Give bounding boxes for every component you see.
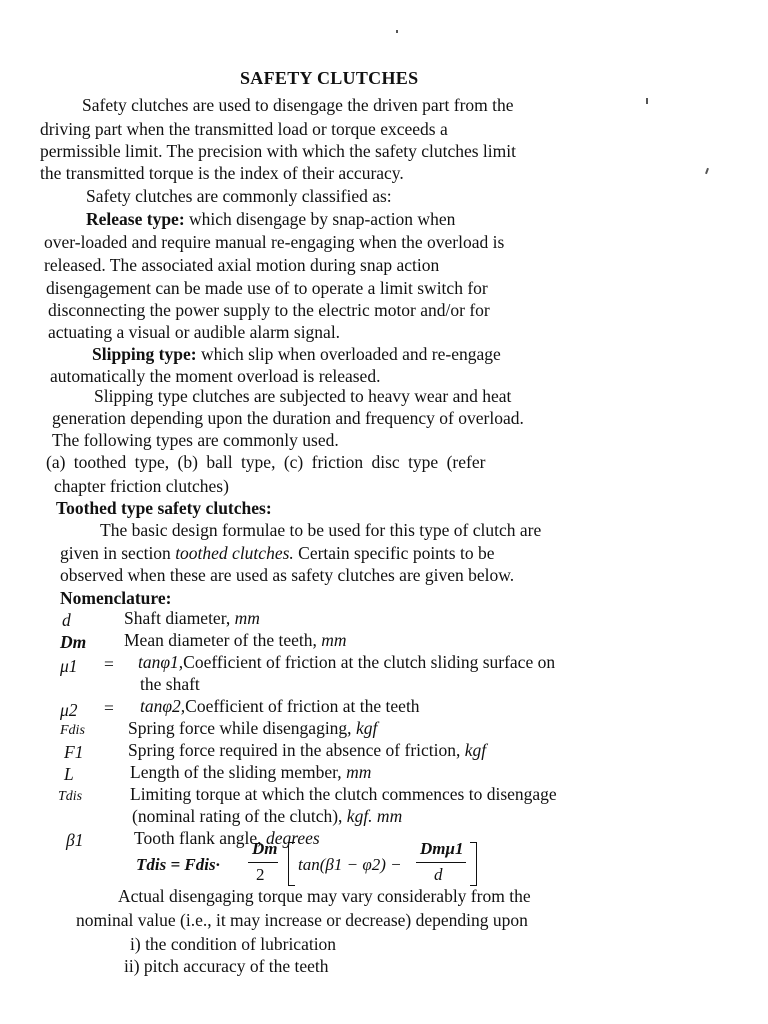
nomenclature-heading: Nomenclature: <box>60 588 172 608</box>
classified-line: Safety clutches are commonly classified as: <box>86 186 392 206</box>
nom-beta1-unit: degrees <box>265 828 320 848</box>
nom-l-line <box>130 762 371 783</box>
nom-d-unit: mm <box>234 608 260 628</box>
release-line-1 <box>86 209 455 230</box>
intro-line-2: driving part when the transmitted load or torque exceeds a <box>40 119 448 139</box>
release-term: Release type: <box>86 209 185 229</box>
nom-dm-desc: Mean diameter of the teeth, <box>124 630 317 650</box>
release-line-2: over-loaded and require manual re-engaging when the overload is <box>44 232 505 252</box>
nom-fdis-desc: Spring force while disengaging, <box>128 718 352 738</box>
slipping-para-line-5: chapter friction clutches) <box>54 476 229 496</box>
nom-mu1-prefix: tanφ1, <box>138 652 184 672</box>
scan-speck <box>396 30 398 33</box>
slipping-line-2: automatically the moment overload is released. <box>50 366 381 386</box>
nom-mu1-cont: the shaft <box>140 674 200 694</box>
page-title: SAFETY CLUTCHES <box>240 68 419 88</box>
symbol-d: d <box>62 610 71 630</box>
toothed-line-2-italic: toothed clutches. <box>175 543 294 563</box>
formula-frac2-den: d <box>434 865 443 884</box>
toothed-line-3: observed when these are used as safety clutches are given below. <box>60 565 515 585</box>
release-line-3: released. The associated axial motion during snap action <box>44 255 440 275</box>
slipping-para-line-1: Slipping type clutches are subjected to heavy wear and heat <box>94 386 512 406</box>
nom-fdis-unit: kgf <box>355 718 378 738</box>
scan-speck <box>705 168 709 174</box>
symbol-mu1: μ1 <box>60 656 78 676</box>
nom-dm-line <box>124 630 347 651</box>
formula-bracket-left <box>288 842 295 886</box>
nom-f1-unit: kgf <box>464 740 487 760</box>
slipping-line-1 <box>92 344 501 365</box>
toothed-line-2-post: Certain specific points to be <box>298 543 495 563</box>
slipping-term: Slipping type: <box>92 344 197 364</box>
nom-mu1-line <box>138 652 555 673</box>
nom-d-desc: Shaft diameter, <box>124 608 231 628</box>
torque-formula <box>136 838 496 888</box>
release-line-6: actuating a visual or audible alarm signal. <box>48 322 341 342</box>
toothed-line-2 <box>60 543 494 564</box>
formula-frac1-num: Dm <box>252 839 278 858</box>
nom-tdis-cont-text: (nominal rating of the clutch), <box>132 806 343 826</box>
nom-f1-line <box>128 740 486 761</box>
nom-f1-desc: Spring force required in the absence of friction, <box>128 740 461 760</box>
nom-beta1-desc: Tooth flank angle, <box>134 828 262 848</box>
intro-line-4: the transmitted torque is the index of their accuracy. <box>40 163 404 183</box>
intro-line-1: Safety clutches are used to disengage the driven part from the <box>82 95 514 115</box>
nom-tdis-unit: kgf. mm <box>346 806 403 826</box>
nom-d-line <box>124 608 260 629</box>
intro-line-3: permissible limit. The precision with which the safety clutches limit <box>40 141 516 161</box>
symbol-l: L <box>64 764 74 784</box>
formula-lhs: Tdis = Fdis· <box>136 855 220 874</box>
toothed-heading: Toothed type safety clutches: <box>56 498 272 518</box>
closing-line-1: Actual disengaging torque may vary considerably from the <box>118 886 531 906</box>
formula-frac1-den: 2 <box>256 865 265 884</box>
nom-mu1-desc: Coefficient of friction at the clutch sliding surface on <box>183 652 556 672</box>
mu2-equals: = <box>104 698 114 718</box>
symbol-fdis: Fdis <box>60 723 85 738</box>
release-line-5: disconnecting the power supply to the electric motor and/or for <box>48 300 490 320</box>
nom-l-desc: Length of the sliding member, <box>130 762 342 782</box>
scan-speck <box>646 98 648 104</box>
nom-mu2-desc: Coefficient of friction at the teeth <box>185 696 420 716</box>
symbol-mu2: μ2 <box>60 700 78 720</box>
closing-line-2: nominal value (i.e., it may increase or decrease) depending upon <box>76 910 528 930</box>
nom-fdis-line <box>128 718 377 739</box>
formula-frac2-bar <box>416 862 466 863</box>
nom-l-unit: mm <box>346 762 372 782</box>
nom-mu2-prefix: tanφ2, <box>140 696 186 716</box>
nom-tdis-cont <box>132 806 402 827</box>
nom-tdis-line: Limiting torque at which the clutch commences to disengage <box>130 784 557 804</box>
symbol-dm: Dm <box>60 632 87 652</box>
condition-1: i) the condition of lubrication <box>130 934 337 954</box>
mu1-equals: = <box>104 654 114 674</box>
toothed-line-2-pre: given in section <box>60 543 171 563</box>
slipping-para-line-2: generation depending upon the duration and frequency of overload. <box>52 408 524 428</box>
symbol-f1: F1 <box>64 742 84 762</box>
toothed-line-1: The basic design formulae to be used for this type of clutch are <box>100 520 542 540</box>
slipping-text-1: which slip when overloaded and re-engage <box>200 344 501 364</box>
symbol-tdis: Tdis <box>58 789 83 804</box>
formula-inner: tan(β1 − φ2) − <box>298 855 402 874</box>
condition-2: ii) pitch accuracy of the teeth <box>124 956 329 976</box>
symbol-beta1: β1 <box>66 830 84 850</box>
slipping-para-line-4: (a) toothed type, (b) ball type, (c) friction disc type (refer <box>46 452 486 472</box>
nom-dm-unit: mm <box>321 630 347 650</box>
slipping-para-line-3: The following types are commonly used. <box>52 430 339 450</box>
formula-bracket-right <box>470 842 477 886</box>
release-text-1: which disengage by snap-action when <box>189 209 456 229</box>
release-line-4: disengagement can be made use of to operate a limit switch for <box>46 278 488 298</box>
nom-mu2-line <box>140 696 420 717</box>
formula-frac1-bar <box>248 862 278 863</box>
formula-frac2-num: Dmμ1 <box>420 839 464 858</box>
